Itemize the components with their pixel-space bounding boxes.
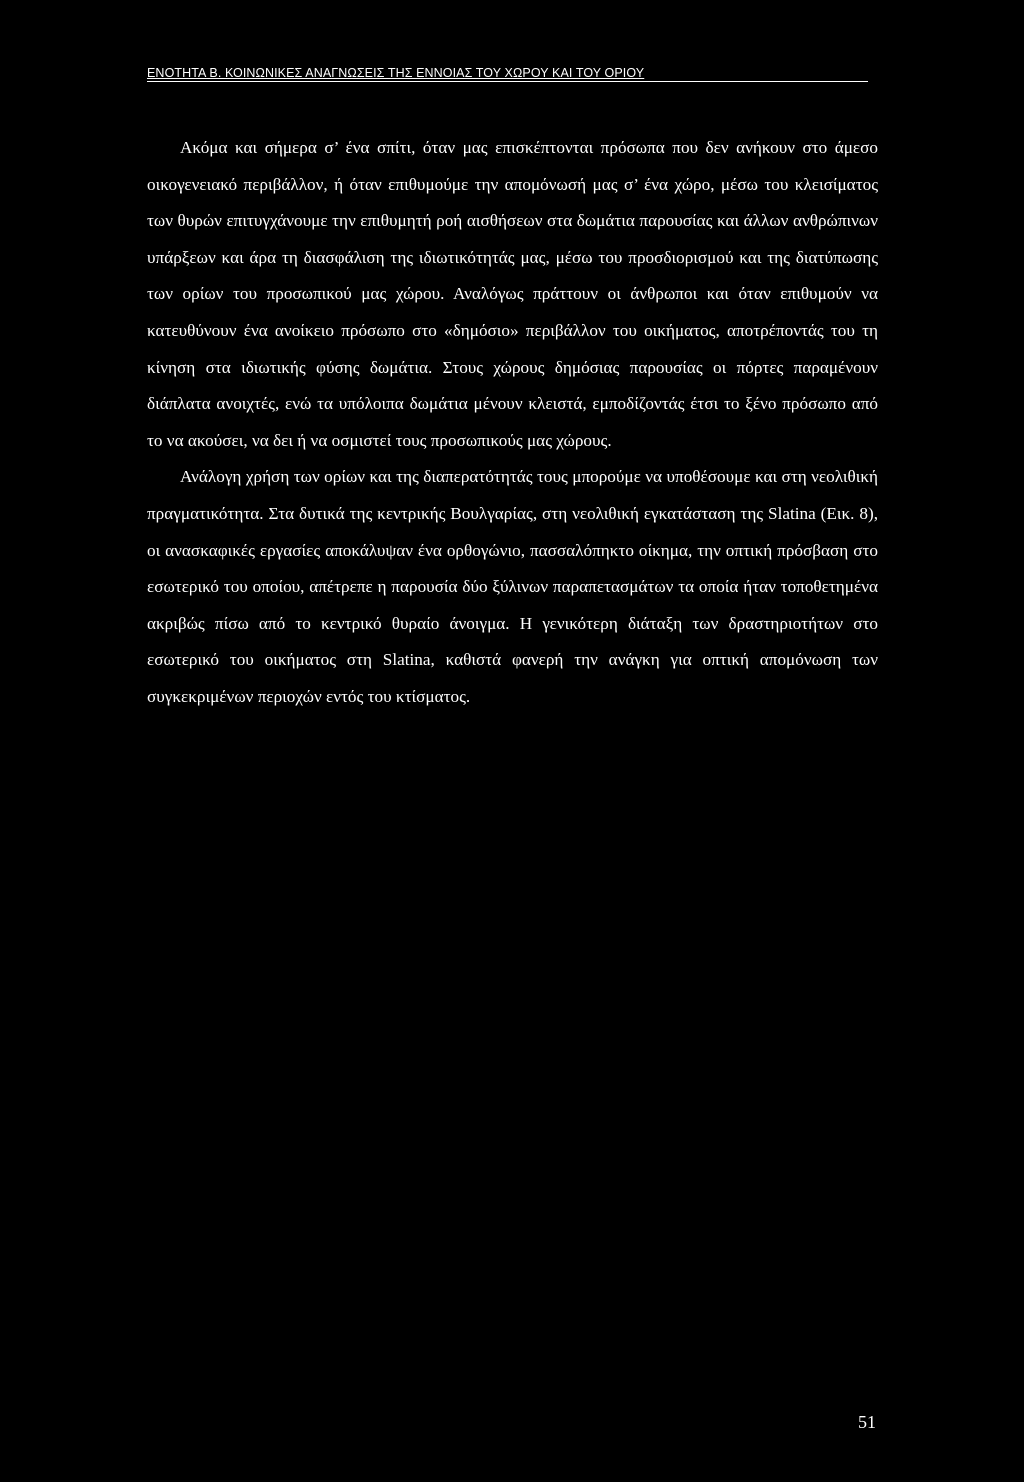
- paragraph-2: Ανάλογη χρήση των ορίων και της διαπερατότητάς τους μπορούμε να υποθέσουμε και στη νεολιθική πραγματικότητα. Στα δυτικά της κεντρικής Βουλγαρίας, στη νεολιθική εγκατάσταση της Slatina (Εικ. 8), οι ανασκαφικές εργασίες αποκάλυψαν ένα ορθογώνιο, πασσαλόπηκτο οίκημα, την οπτική πρόσβαση στο εσωτερικό του οποίου, απέτρεπε η παρουσία δύο ξύλινων παραπετασμάτων τα οποία ήταν τοποθετημένα ακριβώς πίσω από το κεντρικό θυραίο άνοιγμα. Η γενικότερη διάταξη των δραστηριοτήτων στο εσωτερικό του οικήματος στη Slatina, καθιστά φανερή την ανάγκη για οπτική απομόνωση των συγκεκριμένων περιοχών εντός του κτίσματος.: [147, 467, 878, 706]
- page-number: 51: [858, 1412, 876, 1432]
- body-text: [147, 130, 878, 716]
- running-header: ΕΝΟΤΗΤΑ Β. ΚΟΙΝΩΝΙΚΕΣ ΑΝΑΓΝΩΣΕΙΣ ΤΗΣ ΕΝΝΟΙΑΣ ΤΟΥ ΧΩΡΟΥ ΚΑΙ ΤΟΥ ΟΡΙΟΥ: [147, 66, 868, 82]
- paragraph-1: Ακόμα και σήμερα σ’ ένα σπίτι, όταν μας επισκέπτονται πρόσωπα που δεν ανήκουν στο άμεσο οικογενειακό περιβάλλον, ή όταν επιθυμούμε την απομόνωσή μας σ’ ένα χώρο, μέσω του κλεισίματος των θυρών επιτυγχάνουμε την επιθυμητή ροή αισθήσεων στα δωμάτια παρουσίας και άλλων ανθρώπινων υπάρξεων και άρα τη διασφάλιση της ιδιωτικότητάς μας, μέσω του προσδιορισμού και της διατύπωσης των ορίων του προσωπικού μας χώρου. Αναλόγως πράττουν οι άνθρωποι και όταν επιθυμούν να κατευθύνουν ένα ανοίκειο πρόσωπο στο «δημόσιο» περιβάλλον του οικήματος, αποτρέποντάς του τη κίνηση στα ιδιωτικής φύσης δωμάτια. Στους χώρους δημόσιας παρουσίας οι πόρτες παραμένουν διάπλατα ανοιχτές, ενώ τα υπόλοιπα δωμάτια μένουν κλειστά, εμποδίζοντάς έτσι το ξένο πρόσωπο από το να ακούσει, να δει ή να οσμιστεί τους προσωπικούς μας χώρους.: [147, 138, 878, 450]
